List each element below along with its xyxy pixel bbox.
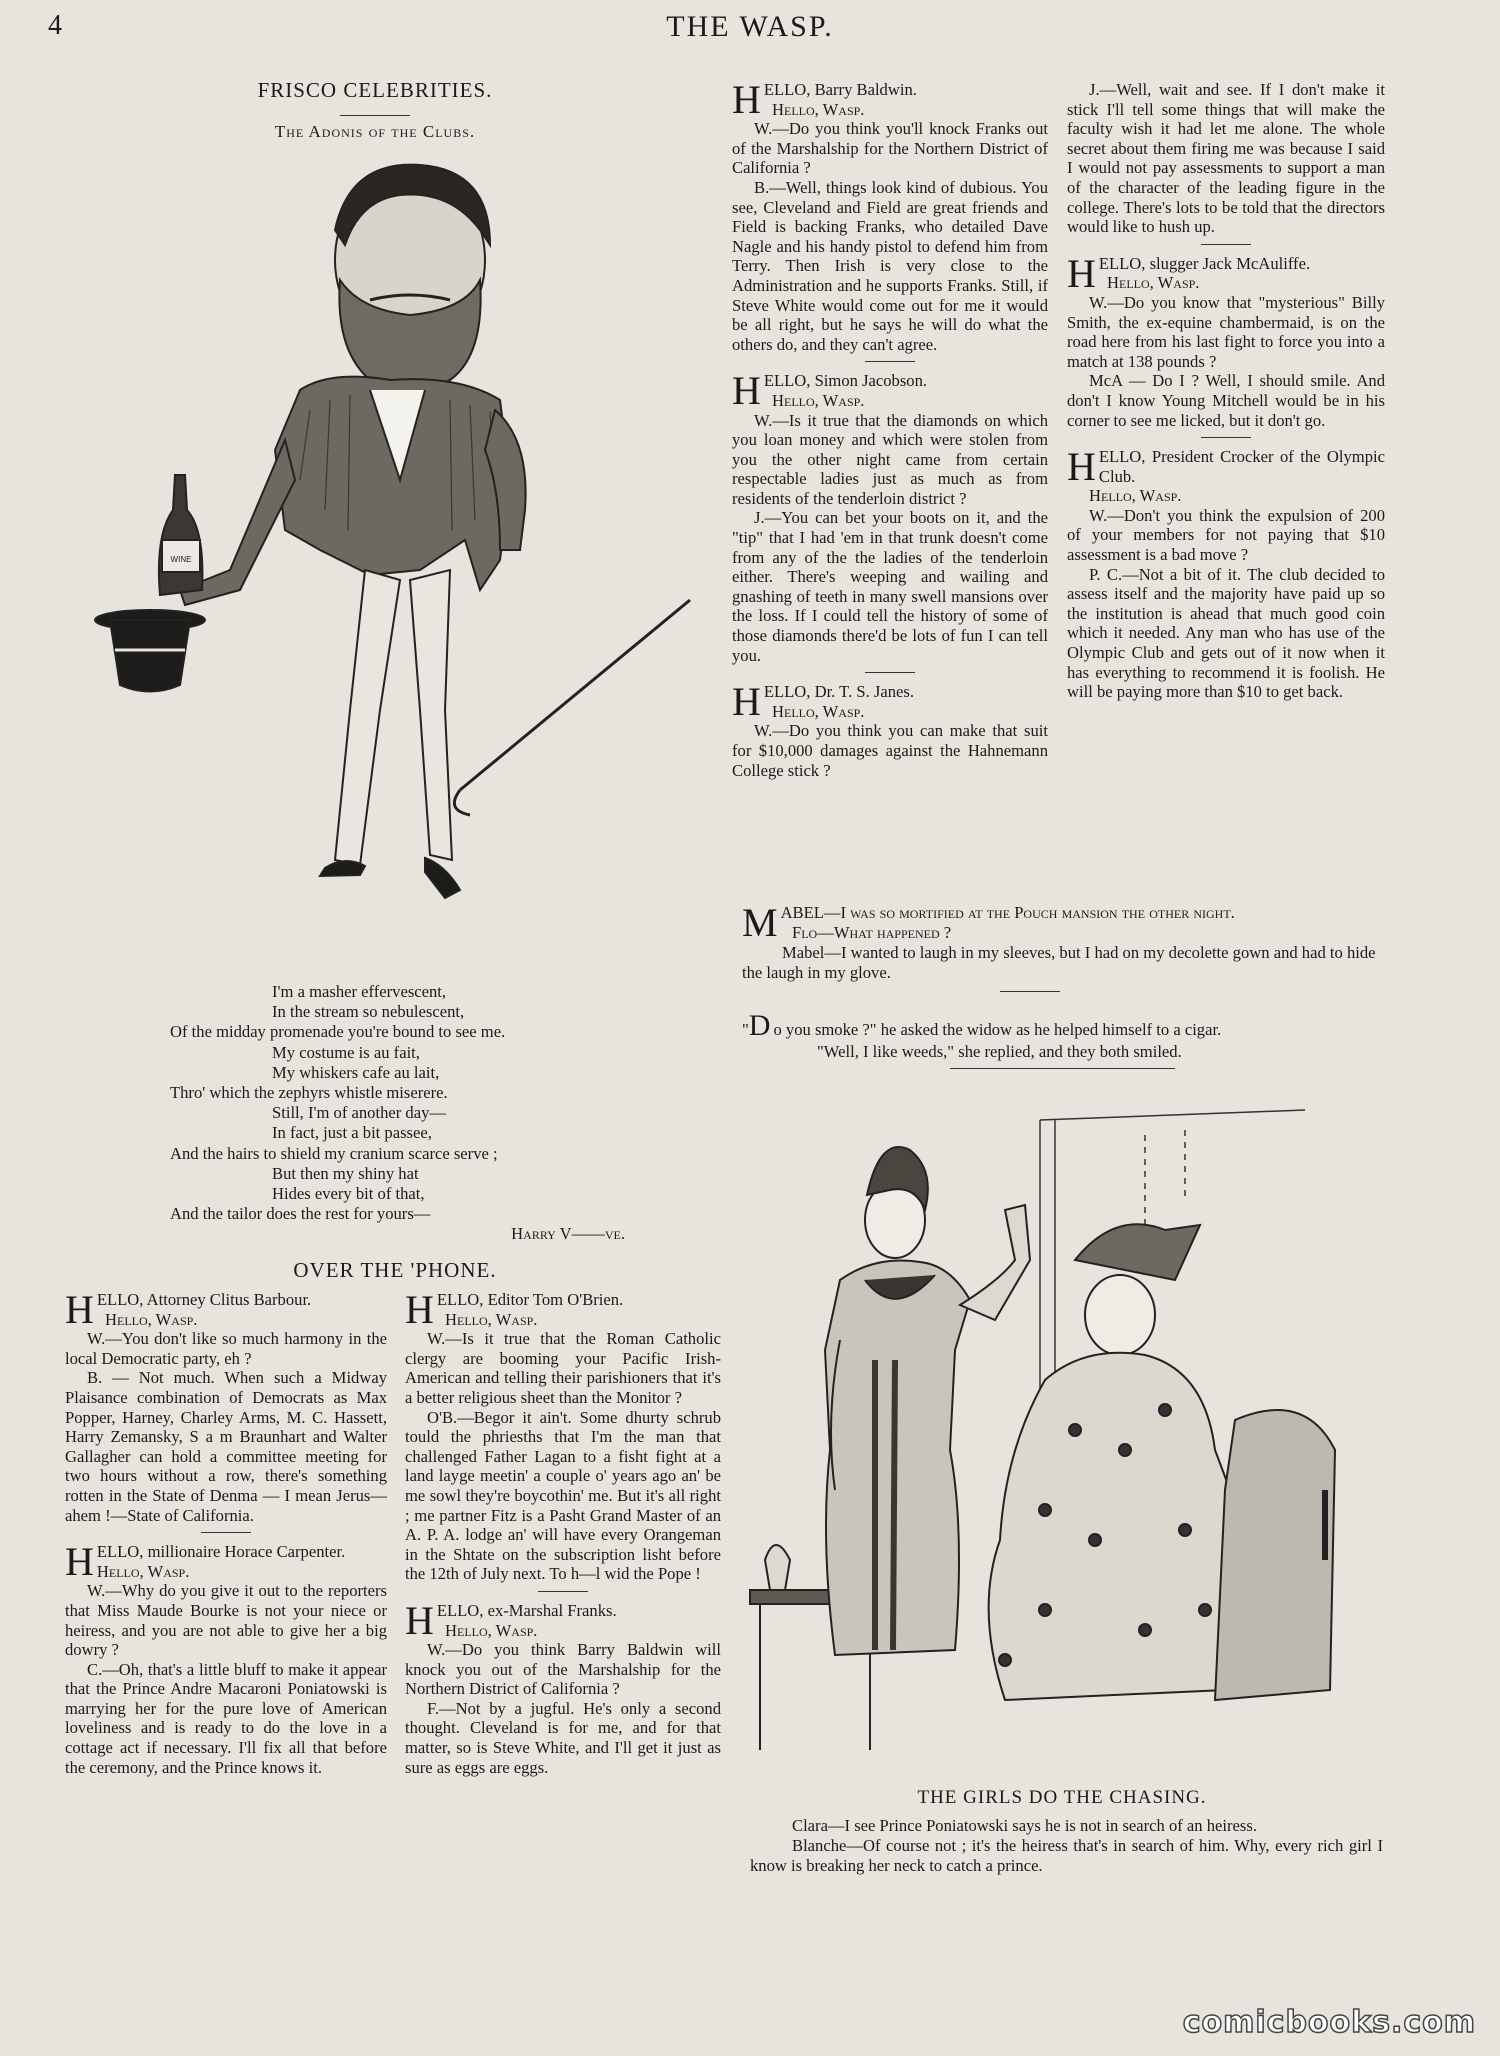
- girls-illustration: [745, 1090, 1385, 1770]
- interview-name: ELLO, Editor Tom O'Brien.: [436, 1290, 624, 1309]
- poem-line: And the tailor does the rest for yours—: [170, 1204, 431, 1224]
- section-rule: [201, 1532, 251, 1533]
- dialogue-line: Mabel—I wanted to laugh in my sleeves, but I had on my decolette gown and had to hide the laugh in my glove.: [742, 943, 1376, 982]
- drop-cap: H: [405, 1287, 434, 1332]
- poem-line: Thro' which the zephyrs whistle miserere.: [170, 1083, 448, 1103]
- interview-reply: Hello, Wasp.: [445, 1309, 538, 1329]
- interview-answer: O'B.—Begor it ain't. Some dhurty schrub tould the phriesths that I'm the man that challenged Father Lagan to a fisht fight at a land layge meetin' a couple o' years ago an' be me sowl they're boycothin' me. But it's all right ; me partner Fitz is a Pasht Grand Master of an A. P. A. lodge an' will have every Orangeman in the Shtate on the subscription lisht before the 12th of July next. To h—l wid the Pope !: [405, 1407, 721, 1584]
- man-head: [335, 165, 490, 390]
- interview-franks: [405, 1597, 721, 1777]
- champagne-bottle: [159, 475, 203, 595]
- section-rule: [538, 1591, 588, 1592]
- interview-question: W.—Do you know that "mysterious" Billy Smith, the ex-equine chambermaid, is on the road here from his last fight to force you into a match at 138 pounds ?: [1067, 292, 1385, 371]
- interview-name: ELLO, Barry Baldwin.: [763, 80, 917, 99]
- joke-line: "Well, I like weeds," she replied, and they both smiled.: [817, 1042, 1182, 1061]
- masthead-title: THE WASP.: [666, 10, 834, 43]
- interview-question: W.—Do you think Barry Baldwin will knock you out of the Marshalship for the Northern District of California ?: [405, 1640, 721, 1699]
- interview-question: W.—Is it true that the Roman Catholic clergy are booming your Pacific Irish-American and telling their parishioners that it's a better religious sheet than the Monitor ?: [405, 1329, 721, 1407]
- interview-continuation: J.—Well, wait and see. If I don't make it stick I'll tell some things that will make the faculty wish it had let me alone. The whole secret about them firing me was because I said I would not pay assessments to support a man of the character of the leading figure in the college. There's lots to be told that the directors would like to hush up.: [1067, 80, 1385, 237]
- interview-reply: Hello, Wasp.: [772, 99, 865, 119]
- poem-line: Of the midday promenade you're bound to see me.: [170, 1022, 506, 1042]
- poem-line: And the hairs to shield my cranium scarce serve ;: [170, 1143, 498, 1163]
- interview-mcauliffe: [1067, 250, 1385, 430]
- interview-carpenter: [65, 1539, 387, 1777]
- interview-question: W.—Don't you think the expulsion of 200 of your members for not paying that $10 assessment is a bad move ?: [1067, 505, 1385, 565]
- phone-left-column: [65, 1287, 387, 1777]
- phone-middle-column: [405, 1287, 721, 1777]
- drop-cap: H: [732, 77, 761, 122]
- interview-question: W.—Is it true that the diamonds on which you loan money and which were stolen from you the other night came from certain respectable ladies just as much as from residents of the tenderloin district ?: [732, 410, 1048, 508]
- interview-question: W.—Do you think you'll knock Franks out of the Marshalship for the Northern District of California ?: [732, 119, 1048, 178]
- interview-baldwin: [732, 77, 1048, 354]
- mabel-dialogue: [742, 900, 1382, 983]
- interview-jacobson: [732, 368, 1048, 665]
- phone-column-b: [1067, 80, 1385, 702]
- poem-line: But then my shiny hat: [272, 1163, 419, 1183]
- interview-name: ELLO, slugger Jack McAuliffe.: [1098, 253, 1311, 273]
- interview-answer: F.—Not by a jugful. He's only a second thought. Cleveland is for me, and for that matter, so is Steve White, and I'll get it just as sure as eggs are eggs.: [405, 1698, 721, 1777]
- joke-line: o you smoke ?" he asked the widow as he helped himself to a cigar.: [773, 1020, 1222, 1039]
- interview-name: ELLO, ex-Marshal Franks.: [436, 1600, 617, 1620]
- interview-janes: [732, 679, 1048, 780]
- interview-answer: C.—Oh, that's a little bluff to make it appear that the Prince Andre Macaroni Poniatowski is marrying her for the pure love of American loveliness and is ready to do the love in a cottage act if necessary. I'll fix all that before the ceremony, and the Prince knows it.: [65, 1659, 387, 1777]
- drop-cap: H: [732, 368, 761, 414]
- interview-answer: P. C.—Not a bit of it. The club decided to assess itself and the majority have paid up so the institution is ahead that much good coin which it needed. Any man who has use of the Olympic Club and gets out of it now when it has everything to recommend it is foolish. He will be paying more than $10 to get back.: [1067, 564, 1385, 702]
- interview-question: W.—Do you think you can make that suit for $10,000 damages against the Hahnemann College stick ?: [732, 721, 1048, 780]
- site-watermark: comicbooks.com: [1182, 2005, 1476, 2040]
- girls-dialogue: [750, 1816, 1383, 1876]
- drop-cap: H: [65, 1287, 94, 1332]
- open-quote: ": [742, 1020, 749, 1039]
- caricature-illustration: [70, 150, 670, 970]
- smoke-joke: [742, 1010, 1382, 1062]
- drop-cap: H: [405, 1597, 434, 1643]
- interview-reply: Hello, Wasp.: [1107, 273, 1200, 293]
- celebrities-title: FRISCO CELEBRITIES.: [257, 78, 493, 102]
- section-rule: [1000, 991, 1060, 992]
- drop-cap: H: [1067, 250, 1096, 296]
- interview-answer: J.—You can bet your boots on it, and the "tip" that I had 'em in that trunk doesn't come from any of the the ladies of the tenderloin either. There's weeping and wailing and gnashing of teeth in many swell mansions over the loss. If I could tell the history of some of those diamonds there'd be lots of fun I can tell you.: [732, 508, 1048, 665]
- interview-question: W.—You don't like so much harmony in the local Democratic party, eh ?: [65, 1329, 387, 1368]
- section-rule: [1201, 244, 1251, 245]
- drop-cap: M: [742, 900, 778, 945]
- celebrities-poem: [170, 982, 630, 1245]
- poem-line: Still, I'm of another day—: [272, 1103, 446, 1123]
- section-rule: [950, 1068, 1175, 1069]
- drop-cap: H: [732, 679, 761, 725]
- interview-reply: Hello, Wasp.: [96, 1561, 190, 1581]
- phone-column-a: [732, 77, 1048, 780]
- poem-line: In fact, just a bit passee,: [272, 1123, 432, 1143]
- drop-cap: H: [65, 1539, 94, 1585]
- interview-crocker: [1067, 444, 1385, 702]
- interview-reply: Hello, Wasp.: [1089, 486, 1182, 506]
- interview-answer: B. — Not much. When such a Midway Plaisance combination of Democrats as Max Popper, Harney, Charley Arms, M. C. Hassett, Harry Zemansky, S a m Braunhart and Walter Gallagher can hold a committee meeting for two hours without a row, there's something rotten in the State of Denma — I mean Jerus—ahem !—State of California.: [65, 1368, 387, 1525]
- interview-obrien: [405, 1287, 721, 1584]
- dialogue-line: Flo—What happened ?: [792, 923, 952, 942]
- poem-line: My costume is au fait,: [272, 1042, 420, 1062]
- man-coat: [275, 377, 510, 590]
- interview-answer: B.—Well, things look kind of dubious. You see, Cleveland and Field are great friends and Field is backing Franks, who detailed Dave Nagle and his handy pistol to defend him from Terry. Then Irish is very close to the Administration and he supports Franks. Still, if Steve White would come out for me it would be all right, but he says he will do what the others do, and they can't agree.: [732, 177, 1048, 354]
- poem-line: Hides every bit of that,: [272, 1184, 425, 1204]
- dialogue-line: Clara—I see Prince Poniatowski says he is not in search of an heiress.: [792, 1816, 1257, 1835]
- interview-barbour: [65, 1287, 387, 1525]
- interview-name: ELLO, Dr. T. S. Janes.: [763, 682, 914, 702]
- interview-name: ELLO, Attorney Clitus Barbour.: [96, 1290, 312, 1309]
- seated-woman: [989, 1224, 1252, 1700]
- dialogue-line: ABEL—I was so mortified at the Pouch mansion the other night.: [780, 903, 1235, 922]
- dialogue-line: Blanche—Of course not ; it's the heiress that's in search of him. Why, every rich girl I know is breaking her neck to catch a prince.: [750, 1836, 1383, 1875]
- section-rule: [865, 672, 915, 673]
- interview-reply: Hello, Wasp.: [772, 701, 865, 721]
- girls-title: THE GIRLS DO THE CHASING.: [917, 1787, 1207, 1808]
- poem-line: My whiskers cafe au lait,: [272, 1062, 440, 1082]
- drop-cap: H: [1067, 444, 1096, 490]
- section-rule: [865, 361, 915, 362]
- drop-cap: D: [748, 1009, 771, 1042]
- interview-name: ELLO, millionaire Horace Carpenter.: [96, 1542, 346, 1562]
- phone-title: OVER THE 'PHONE.: [293, 1258, 497, 1282]
- interview-reply: Hello, Wasp.: [772, 390, 865, 410]
- celebrities-title-rule: [340, 115, 410, 116]
- interview-reply: Hello, Wasp.: [445, 1620, 538, 1640]
- section-rule: [1201, 437, 1251, 438]
- celebrities-subtitle: The Adonis of the Clubs.: [274, 122, 476, 141]
- armchair: [1215, 1410, 1335, 1700]
- man-legs: [320, 570, 460, 898]
- interview-reply: Hello, Wasp.: [105, 1309, 198, 1329]
- interview-name: ELLO, Simon Jacobson.: [763, 371, 928, 391]
- interview-name: ELLO, President Crocker of the Olympic Club.: [1098, 447, 1385, 486]
- poem-line: I'm a masher effervescent,: [272, 982, 447, 1001]
- page-number: 4: [48, 10, 62, 41]
- bottle-label: WINE: [170, 555, 192, 564]
- poem-line: In the stream so nebulescent,: [272, 1002, 465, 1022]
- interview-question: W.—Why do you give it out to the reporters that Miss Maude Bourke is not your niece or heiress, and you are not able to give her a big dowry ?: [65, 1581, 387, 1660]
- walking-cane: [460, 600, 690, 790]
- interview-answer: McA — Do I ? Well, I should smile. And don't I know Young Mitchell would be in his corner to see me licked, but it don't go.: [1067, 371, 1385, 430]
- poem-signature: Harry V——ve.: [511, 1224, 625, 1244]
- top-hat: [95, 610, 205, 692]
